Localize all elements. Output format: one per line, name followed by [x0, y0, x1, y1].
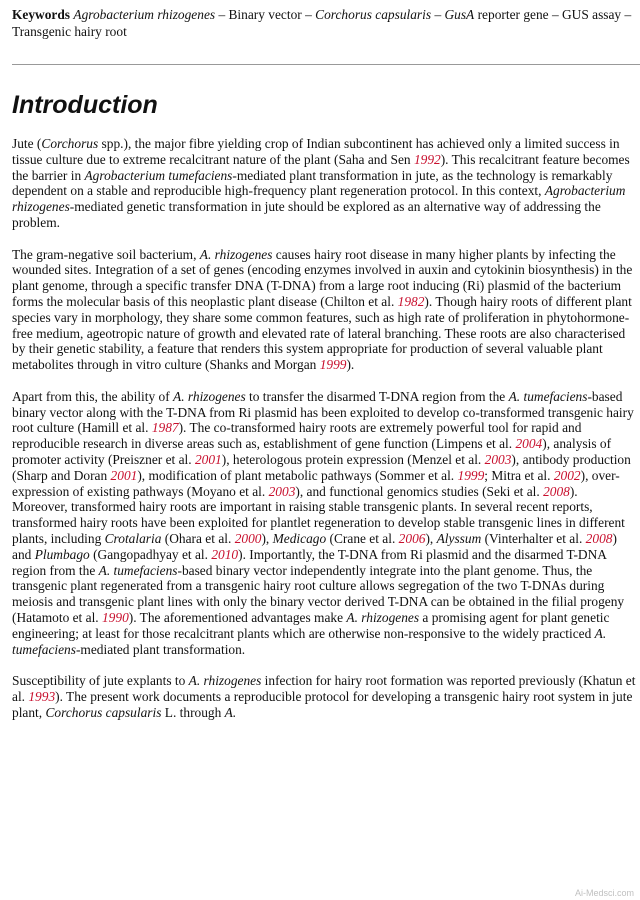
- citation-link[interactable]: 2001: [194, 451, 222, 467]
- citation-link[interactable]: 2001: [110, 467, 138, 483]
- italic-term: Agrobacterium rhizogenes: [12, 183, 626, 215]
- text-run: spp.), the major fibre yielding crop of Indian subcontinent has achieved only a limited success in tissue culture due to extreme recalcitrant nature of the plant (Saha and Sen: [12, 136, 620, 167]
- italic-term: Crotalaria: [104, 530, 162, 546]
- text-run: ). The present work documents a reproducible protocol for developing a transgenic hairy root system in jute plant,: [12, 688, 633, 720]
- text-run: ), modification of plant metabolic pathways (Sommer et al.: [137, 467, 458, 483]
- text-run: a promising agent for plant genetic engineering; at least for those recalcitrant plants which are otherwise non-responsive to the widely practiced: [12, 609, 610, 641]
- keyword-item: GusA: [444, 7, 475, 22]
- citation-link[interactable]: 1993: [28, 688, 56, 704]
- text-run: ). Moreover, transformed hairy roots are important in raising stable transgenic plants. In several recent reports, transformed hairy roots have been exploited for plantlet regeneration to develop stable transgenic lines in different plants, including: [12, 483, 625, 546]
- italic-term: A. rhizogenes: [173, 388, 246, 404]
- text-run: ). Though hairy roots of different plant species vary in morphology, they share some common features, such as high rate of proliferation in phytohormone-free medium, ageotropic nature of growth and elevated rate of lateral branching. These roots are also characterised by their genetic stability, a feature that renders this system appropriate for production of several valuable plant metabolites through in vitro culture (Shanks and Morgan: [12, 293, 632, 373]
- text-run: ). Importantly, the T-DNA from Ri plasmid and the disarmed T-DNA region from the: [12, 546, 607, 578]
- text-run: ), heterologous protein expression (Menzel et al.: [221, 451, 485, 467]
- text-run: L. through: [161, 704, 225, 720]
- italic-term: A. tumefaciens: [508, 388, 588, 404]
- text-run: ).: [346, 357, 355, 373]
- paragraph: [12, 389, 636, 658]
- citation-link[interactable]: 1982: [397, 293, 425, 309]
- citation-link[interactable]: 2004: [515, 436, 543, 452]
- italic-term: Medicago: [272, 530, 327, 546]
- italic-term: Agrobacterium tumefaciens: [84, 167, 233, 183]
- citation-link[interactable]: 2000: [234, 530, 262, 546]
- keyword-item: Corchorus capsularis: [315, 7, 432, 22]
- paragraph: [12, 136, 636, 231]
- text-run: (Gangopadhyay et al.: [89, 546, 212, 562]
- keyword-item: – Binary vector –: [215, 7, 316, 22]
- keywords-label: Keywords: [12, 7, 71, 22]
- italic-term: A. rhizogenes: [188, 673, 262, 689]
- citation-link[interactable]: 2006: [398, 530, 426, 546]
- text-run: ; Mitra et al.: [484, 467, 554, 483]
- text-run: ). This recalcitrant feature becomes the barrier in: [12, 151, 630, 183]
- citation-link[interactable]: 1987: [151, 420, 179, 436]
- text-run: to transfer the disarmed T-DNA region from the: [245, 388, 509, 404]
- text-run: (Ohara et al.: [161, 530, 235, 546]
- text-run: ),: [261, 530, 273, 546]
- text-run: -based binary vector independently integrate into the plant genome. Thus, the transgenic plant regenerated from a transgenic hairy root culture allows segregation of the two T-DNAs during meiosis and transgenic plant lines with only the binary vector derived T-DNA can be obtained in the filial progeny (Hatamoto et al.: [12, 562, 625, 625]
- italic-term: A. tumefaciens: [12, 625, 607, 657]
- italic-term: A. tumefaciens: [98, 562, 178, 578]
- citation-link[interactable]: 2010: [211, 546, 239, 562]
- italic-term: Corchorus: [41, 136, 99, 151]
- text-run: ), analysis of promoter activity (Preiszner et al.: [12, 436, 612, 467]
- paragraph: [12, 247, 636, 373]
- introduction-body: [12, 136, 636, 736]
- section-title: Introduction: [12, 91, 158, 119]
- text-run: Apart from this, the ability of: [12, 388, 174, 404]
- citation-link[interactable]: 2003: [268, 483, 296, 499]
- text-run: ). The aforementioned advantages make: [128, 609, 347, 625]
- citation-link[interactable]: 2008: [543, 483, 570, 499]
- text-run: ),: [425, 530, 437, 546]
- text-run: The gram-negative soil bacterium,: [12, 246, 200, 262]
- keywords-list: [12, 7, 631, 39]
- text-run: causes hairy root disease in many higher plants by infecting the wounded sites. Integration of a set of genes (encoding enzymes involved in auxin and cytokinin biosynthesis) in the plant genome, through a specific transfer DNA (T-DNA) from a large root inducing (Ri) plasmid of the bacterium forms the molecular basis of this neoplastic plant disease (Chilton et al.: [12, 246, 633, 309]
- text-run: ). The co-transformed hairy roots are extremely powerful tool for rapid and reproducible research in diverse areas such as, establishment of gene function (Limpens et al.: [12, 420, 582, 452]
- keyword-item: Agrobacterium rhizogenes: [73, 7, 216, 22]
- text-run: infection for hairy root formation was reported previously (Khatun et al.: [12, 673, 636, 704]
- text-run: ), and functional genomics studies (Seki et al.: [295, 483, 544, 499]
- keyword-item: reporter gene – GUS assay – Transgenic hairy root: [12, 7, 632, 39]
- citation-link[interactable]: 1999: [319, 357, 347, 373]
- italic-term: Plumbago: [34, 546, 90, 562]
- italic-term: A. rhizogenes: [199, 246, 273, 262]
- italic-term: A.: [224, 704, 237, 720]
- italic-term: A. rhizogenes: [346, 609, 420, 625]
- text-run: ) and: [12, 530, 617, 562]
- text-run: -mediated genetic transformation in jute should be explored as an alternative way of addressing the problem.: [12, 199, 601, 230]
- text-run: -mediated plant transformation.: [75, 641, 246, 657]
- citation-link[interactable]: 2003: [484, 451, 512, 467]
- divider-rule: [12, 64, 640, 65]
- keywords-line: [12, 6, 632, 40]
- text-run: Jute (: [12, 136, 42, 151]
- text-run: -based binary vector along with the T-DNA from Ri plasmid has been exploited to develop co-transformed transgenic hairy root culture (Hamill et al.: [12, 388, 634, 436]
- citation-link[interactable]: 1999: [457, 467, 485, 483]
- citation-link[interactable]: 1990: [101, 609, 129, 625]
- text-run: (Crane et al.: [326, 530, 399, 546]
- italic-term: Alyssum: [436, 530, 482, 546]
- text-run: ), antibody production (Sharp and Doran: [12, 451, 631, 483]
- keyword-item: –: [431, 7, 445, 22]
- italic-term: Corchorus capsularis: [45, 704, 162, 720]
- text-run: -mediated plant transformation in jute, as the technology is remarkably dependent on a stable and reproducible high-frequency plant regeneration protocol. In this context,: [12, 167, 613, 199]
- watermark: Ai-Medsci.com: [574, 888, 634, 898]
- text-run: (Vinterhalter et al.: [481, 530, 586, 546]
- citation-link[interactable]: 1992: [413, 151, 441, 167]
- text-run: ), over-expression of existing pathways (Moyano et al.: [12, 467, 620, 499]
- text-run: Susceptibility of jute explants to: [12, 673, 189, 689]
- citation-link[interactable]: 2008: [585, 530, 613, 546]
- paragraph: [12, 673, 636, 720]
- citation-link[interactable]: 2002: [553, 467, 581, 483]
